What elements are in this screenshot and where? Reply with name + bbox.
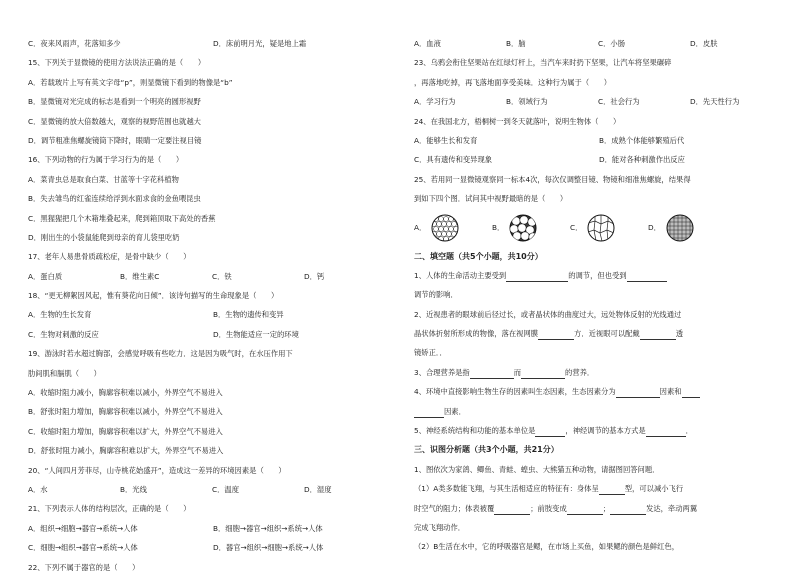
blank: [494, 505, 530, 515]
option: B．生物的遗传和变异: [213, 310, 284, 320]
option: D．湿度: [304, 484, 332, 494]
q15-stem: 15、下列关于显微镜的使用方法说法正确的是（ ）: [28, 58, 206, 68]
q24-stem: 24、在我国北方，梧桐树一到冬天就落叶，说明生物体（ ）: [414, 116, 621, 126]
text: 3、合理营养是指: [414, 367, 470, 377]
text: ，神经调节的基本方式是: [565, 426, 646, 436]
option: B．领域行为: [506, 97, 548, 107]
fill-q4-cont: [414, 406, 784, 418]
option: D．能对各种刺激作出反应: [599, 155, 685, 165]
option: D．床前明月光，疑是地上霜: [213, 39, 307, 48]
option: B．光线: [120, 484, 147, 494]
q16-option-a: A．菜青虫总是取食白菜、甘蓝等十字花科植物: [28, 174, 179, 184]
blank: [627, 272, 667, 282]
text: 因素．: [444, 406, 466, 416]
q21-stem: 21、下列表示人体的结构层次，正确的是（ ）: [28, 504, 191, 514]
fill-q1-cont: 调节的影响．: [414, 290, 458, 300]
text: 因素和: [659, 387, 682, 397]
cell-view-image-d: [665, 213, 695, 243]
q25-option-c: [570, 213, 648, 243]
blank: [599, 485, 625, 495]
fill-q5: [414, 425, 784, 437]
text: 发达，牵动两翼: [646, 503, 698, 513]
fill-q1: [414, 270, 784, 282]
analysis-q1-part1-cont: [414, 503, 784, 515]
text: 晶状体折射所形成的物像，落在视网膜: [414, 329, 539, 339]
text: 时空气的阻力；体表被覆: [414, 503, 495, 513]
option: B．脑: [506, 39, 526, 48]
q15-option-c: C．显微镜的放大倍数越大，观察的视野范围也就越大: [28, 116, 201, 126]
text: 型，可以减小飞行: [624, 484, 684, 494]
option: A．蛋白质: [28, 271, 63, 281]
option: D．皮肤: [690, 39, 718, 48]
q16-stem: 16、下列动物的行为属于学习行为的是（ ）: [28, 155, 184, 165]
q21-options-cd: [28, 542, 398, 554]
option: C．具有遗传和变异现象: [414, 155, 493, 165]
analysis-q1-part1-end: 完成飞翔动作．: [414, 522, 466, 532]
option-label: D．: [648, 222, 661, 232]
q25-stem-cont: 到如下四个图．试问其中视野最暗的是（ ）: [414, 194, 568, 204]
blank: [682, 388, 700, 398]
text: ．: [685, 426, 693, 436]
section-figure-analysis-heading: 三、识图分析题（共3个小题，共21分）: [414, 445, 559, 455]
q19-option-d: D．舒张时阻力减小，胸廓容积难以扩大，外界空气不易进入: [28, 446, 224, 456]
blank: [538, 330, 574, 340]
q25-option-d: [648, 213, 726, 243]
option: D．钙: [304, 271, 325, 281]
text: （1）A类多数能飞翔，与其生活相适应的特征有：身体呈: [414, 484, 599, 494]
option: D．生物能适应一定的环境: [213, 329, 299, 339]
option: A．组织→细胞→器官→系统→人体: [28, 523, 138, 533]
option: C．夜来风雨声，花落知多少: [28, 39, 121, 48]
blank: [535, 427, 565, 437]
text: ；前肢变成: [530, 503, 567, 513]
blank: [646, 427, 686, 437]
right-column: [414, 38, 784, 561]
q19-stem: 19、游泳时若水超过胸部，会感觉呼吸有些吃力．这是因为吸气时，在水压作用下: [28, 349, 293, 359]
q18-stem: 18、“更无柳絮因风起，惟有葵花向日倾”．该诗句描写的生命现象是（ ）: [28, 291, 279, 301]
text: 方．近视眼可以配戴: [574, 329, 640, 339]
q14-options-cd: [28, 38, 398, 50]
option: C．小肠: [598, 39, 625, 48]
q24-options-cd: [414, 154, 784, 166]
q18-options-cd: [28, 329, 398, 341]
option: B．细胞→器官→组织→系统→人体: [213, 523, 323, 533]
q24-options-ab: [414, 135, 784, 147]
text: 5、神经系统结构和功能的基本单位是: [414, 426, 536, 436]
text: 4、环境中直接影响生物生存的因素叫生态因素，生态因素分为: [414, 387, 616, 397]
q15-option-b: B．显微镜对光完成的标志是看到一个明亮的圆形视野: [28, 97, 201, 107]
blank: [610, 505, 646, 515]
option-label: C．: [570, 222, 583, 232]
text: 1、人体的生命活动主要受到: [414, 270, 507, 280]
section-fill-in-heading: 二、填空题（共5个小题，共10分）: [414, 251, 543, 261]
fill-q2-end: 镜矫正．．: [414, 348, 447, 358]
q19-option-c: C．收缩时阻力增加，胸廓容积难以扩大，外界空气不易进入: [28, 426, 223, 436]
fill-q2-cont: [414, 328, 784, 340]
blank: [470, 369, 514, 379]
q15-option-d: D．调节粗准焦螺旋镜筒下降时，眼睛一定要注视目镜: [28, 135, 202, 145]
text: ；: [602, 503, 611, 513]
q22-options: [414, 38, 784, 50]
option: A．水: [28, 484, 48, 494]
option: C．社会行为: [598, 97, 640, 107]
option: C．生物对刺激的反应: [28, 329, 99, 339]
q25-option-b: [492, 213, 570, 243]
q16-option-b: B．失去雏鸟的红雀连续给浮到水面求食的金鱼喂昆虫: [28, 194, 201, 204]
blank: [521, 369, 565, 379]
option: B．成熟个体能够繁殖后代: [599, 135, 685, 145]
cell-view-image-c: [586, 213, 616, 243]
text: 而: [513, 367, 522, 377]
blank: [506, 272, 568, 282]
option-label: B．: [492, 222, 505, 232]
q16-option-d: D．刚出生的小袋鼠能爬到母亲的育儿袋里吃奶: [28, 232, 180, 242]
cell-view-image-a: [430, 213, 460, 243]
q23-stem-cont: ，再落地吃掉，再飞落地面享受美味．这种行为属于（ ）: [414, 77, 612, 87]
option: C．细胞→组织→器官→系统→人体: [28, 543, 138, 553]
blank: [640, 330, 676, 340]
fill-q3: [414, 367, 784, 379]
left-column: [28, 38, 398, 581]
q19-option-b: B．舒张时阻力增加，胸廓容积难以减小，外界空气不易进入: [28, 407, 223, 417]
q25-stem: 25、若用同一显微镜观察同一标本4次，每次仅调整目镜、物镜和细准焦螺旋，结果得: [414, 174, 691, 184]
analysis-q1-part1: [414, 483, 784, 495]
q20-stem: 20、“人间四月芳菲尽，山寺桃花始盛开”，造成这一差异的环境因素是（ ）: [28, 465, 286, 475]
option: D．器官→组织→细胞→系统→人体: [213, 543, 324, 553]
option: A．血液: [414, 39, 441, 48]
q21-options-ab: [28, 523, 398, 535]
q17-stem: 17、老年人易患骨质疏松症，是骨中缺少（ ）: [28, 252, 191, 262]
q25-option-a: [414, 213, 492, 243]
fill-q2: 2、近视患者的眼球前后径过长，或者晶状体的曲度过大，远处物体反射的光线通过: [414, 309, 682, 319]
option: C．温度: [212, 484, 239, 494]
fill-q4: [414, 386, 784, 398]
option: A．学习行为: [414, 97, 456, 107]
text: 的营养．: [565, 367, 595, 377]
option: A．能够生长和发育: [414, 135, 478, 145]
blank: [414, 408, 444, 418]
analysis-q1-part2: （2）B生活在水中，它的呼吸器官是鳃，在市场上买鱼，如果鳃的颜色是鲜红色，: [414, 542, 680, 552]
option: C．铁: [212, 271, 232, 281]
q19-stem-cont: 肋间肌和膈肌（ ）: [28, 368, 101, 378]
q17-options: [28, 271, 398, 283]
q22-stem: 22、下列不属于器官的是（ ）: [28, 562, 140, 572]
q20-options: [28, 484, 398, 496]
q19-option-a: A．收缩时阻力减小，胸廓容积难以减小，外界空气不易进入: [28, 388, 223, 398]
option: D．先天性行为: [690, 97, 740, 107]
q23-options: [414, 96, 784, 108]
option: A．生物的生长发育: [28, 310, 92, 320]
text: 的调节，但也受到: [568, 270, 627, 280]
option: B．维生素C: [120, 271, 160, 281]
q25-microscope-options: [414, 213, 784, 243]
q23-stem: 23、乌鸦会衔住坚果站在红绿灯杆上，当汽车来时扔下坚果，让汽车将坚果碾碎: [414, 58, 672, 68]
text: 透: [675, 329, 684, 339]
cell-view-image-b: [508, 213, 538, 243]
q18-options-ab: [28, 309, 398, 321]
blank: [567, 505, 603, 515]
blank: [616, 388, 660, 398]
analysis-q1-stem: 1、图依次为家鸽、鲫鱼、青蛙、蝗虫、大熊猫五种动物，请据图回答问题．: [414, 464, 660, 474]
option-label: A．: [414, 222, 427, 232]
q15-option-a: A．若载玻片上写有英文字母“p”，则显微镜下看到的物像是“b”: [28, 77, 233, 87]
q16-option-c: C．黑猩猩把几个木箱堆叠起来，爬到箱顶取下高处的香蕉: [28, 213, 216, 223]
